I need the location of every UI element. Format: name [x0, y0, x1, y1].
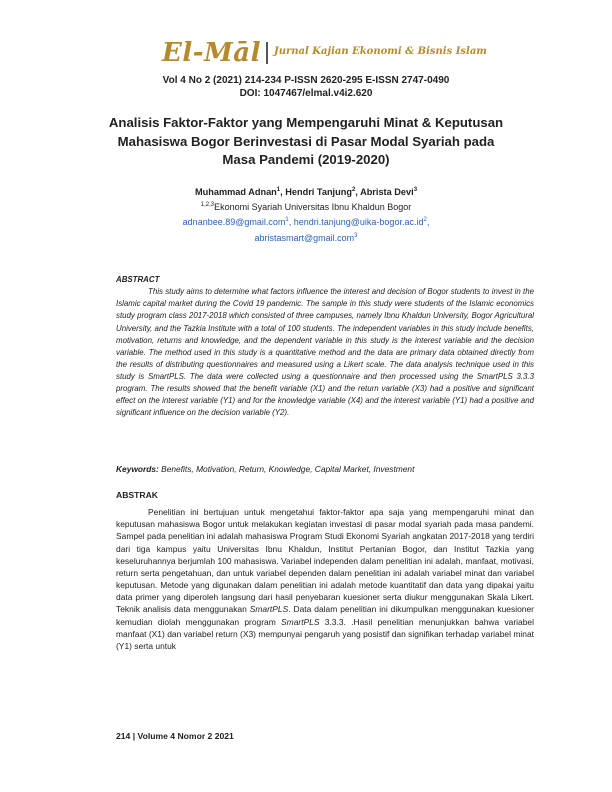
author-emails: adnanbee.89@gmail.com$^1$, $hendri.tanjung@uika-bogor.ac.id^2$,: [182, 217, 430, 227]
paper-title: Analisis Faktor-Faktor yang Mempengaruhi Minat & Keputusan Mahasiswa Bogor Berinvestasi di Pasar Modal Syariah pada Masa Pandemi (2019-2020): [108, 115, 504, 167]
affiliation-text: Ekonomi Syariah Universitas Ibnu Khaldun Bogor: [214, 202, 412, 212]
keywords-text: Benefits, Motivation, Return, Knowledge, Capital Market, Investment: [161, 464, 415, 474]
affiliation-marks: 1,2,3: [200, 202, 215, 208]
affiliation: [0, 199, 612, 213]
volume-issn-line: Vol 4 No 2 (2021) 214-234 P-ISSN 2620-295 E-ISSN 2747-0490: [162, 75, 450, 86]
abstract-section: [116, 274, 534, 420]
header-divider: [266, 42, 268, 64]
abstract-heading: ABSTRACT: [116, 275, 160, 284]
author-affil-mark: 1: [276, 187, 281, 193]
email-link[interactable]: abristasmart@gmail.com: [254, 233, 355, 243]
abstract-body: This study aims to determine what factors influence the interest and decision of Bogor students to invest in the Islamic capital market during the Covid 19 pandemic. The sample in this study were students of the Islamic economics study program class 2017-2018 which consisted of three campuses, namely Ibnu Khaldun University, Bogor Agricultural University, and the Tazkia Institute with a total of 100 students. The independent variables in this study include benefits, motivation, returns and knowledge, and the dependent variable in this study is the interest variable and the decision variable. The method used in this study is a quantitative method and the data are primary data obtained directly from the results of distributing questionnaires and measured using a Likert scale. The data analysis technique used in this study is SmartPLS. The data were collected using a questionnaire and then processed using the SmartPLS 3.3.3 program. The results showed that the benefit variable (X1) and the return variable (X3) had a positive and significant effect on the interest variable (Y1) and for the knowledge variable (X4) and the interest variable (Y1) had a positive and significant influence on the decision variable (Y2).: [116, 287, 534, 418]
keywords-line: [116, 463, 536, 475]
abstrak-heading: ABSTRAK: [116, 490, 159, 500]
author-emails-continued: [120, 230, 492, 245]
page-footer: 214 | Volume 4 Nomor 2 2021: [116, 731, 234, 741]
keywords-label: Keywords:: [116, 464, 159, 474]
doi-line: DOI: 1047467/elmal.v4i2.620: [239, 88, 373, 99]
author-name: Muhammad Adnan: [194, 187, 277, 198]
software-name: SmartPLS: [281, 616, 320, 627]
author-affil-mark: 2: [351, 187, 356, 193]
email-mark: 3: [354, 233, 358, 239]
email-mark: 2: [423, 217, 427, 223]
abstrak-text: . Data dalam penelitian ini dikumpulkan menggunakan kuesioner kemudian diolah menggunakan program: [116, 604, 534, 627]
abstrak-text: Penelitian ini bertujuan untuk mengetahui faktor-faktor apa saja yang mempengaruhi minat dan keputusan mahasiswa Bogor untuk melakukan kegiatan investasi di pasar modal syariah pada masa pandemi. Sampel pada penelitian ini adalah mahasiswa Program Studi Ekonomi Syariah angkatan 2017-2018 yang terdiri dari tiga kampus yaitu Universitas Ibnu Khaldun, Institut Pertanian Bogor, dan Institut Tazkia yang keseluruhannya berjumlah 100 mahasiswa. Variabel independen dalam penelitian ini adalah, manfaat, motivasi, return serta pengetahuan, dan untuk variabel dependen dalam penelitian ini adalah variabel minat dan variabel keputusan. Metode yang digunakan dalam penelitian ini adalah metode kuantitatif dan data yang dipakai yaitu data primer yang diperoleh langsung dari hasil penyebaran kuesioner serta diukur menggunakan Skala Likert. Teknik analisis data menggunakan: [116, 507, 534, 615]
abstrak-body: [116, 506, 534, 652]
journal-name: Jurnal Kajian Ekonomi & Bisnis Islam: [274, 46, 487, 57]
author-name: Hendri Tanjung: [285, 187, 352, 198]
email-link[interactable]: adnanbee.89@gmail.com: [182, 217, 286, 227]
email-mark: 1: [285, 217, 289, 223]
author-list: Muhammad Adnan$^1$, Hendri Tanjung$^2$, Abrista Devi$^3$: [194, 187, 418, 198]
journal-logo: El-Māl: [162, 38, 261, 68]
journal-header: [0, 38, 612, 72]
software-name: SmartPLS: [249, 604, 289, 615]
author-name: Abrista Devi: [360, 187, 414, 198]
abstrak-text: 3.3.3. .Hasil penelitian menunjukkan bahwa variabel manfaat (X1) dan variabel return (X3) mempunyai pengaruh yang posistif dan signifikan terhadap variabel minat (Y1) serta untuk: [116, 616, 534, 651]
email-link[interactable]: hendri.tanjung@uika-bogor.ac.id: [293, 217, 424, 227]
author-affil-mark: 3: [413, 187, 418, 193]
